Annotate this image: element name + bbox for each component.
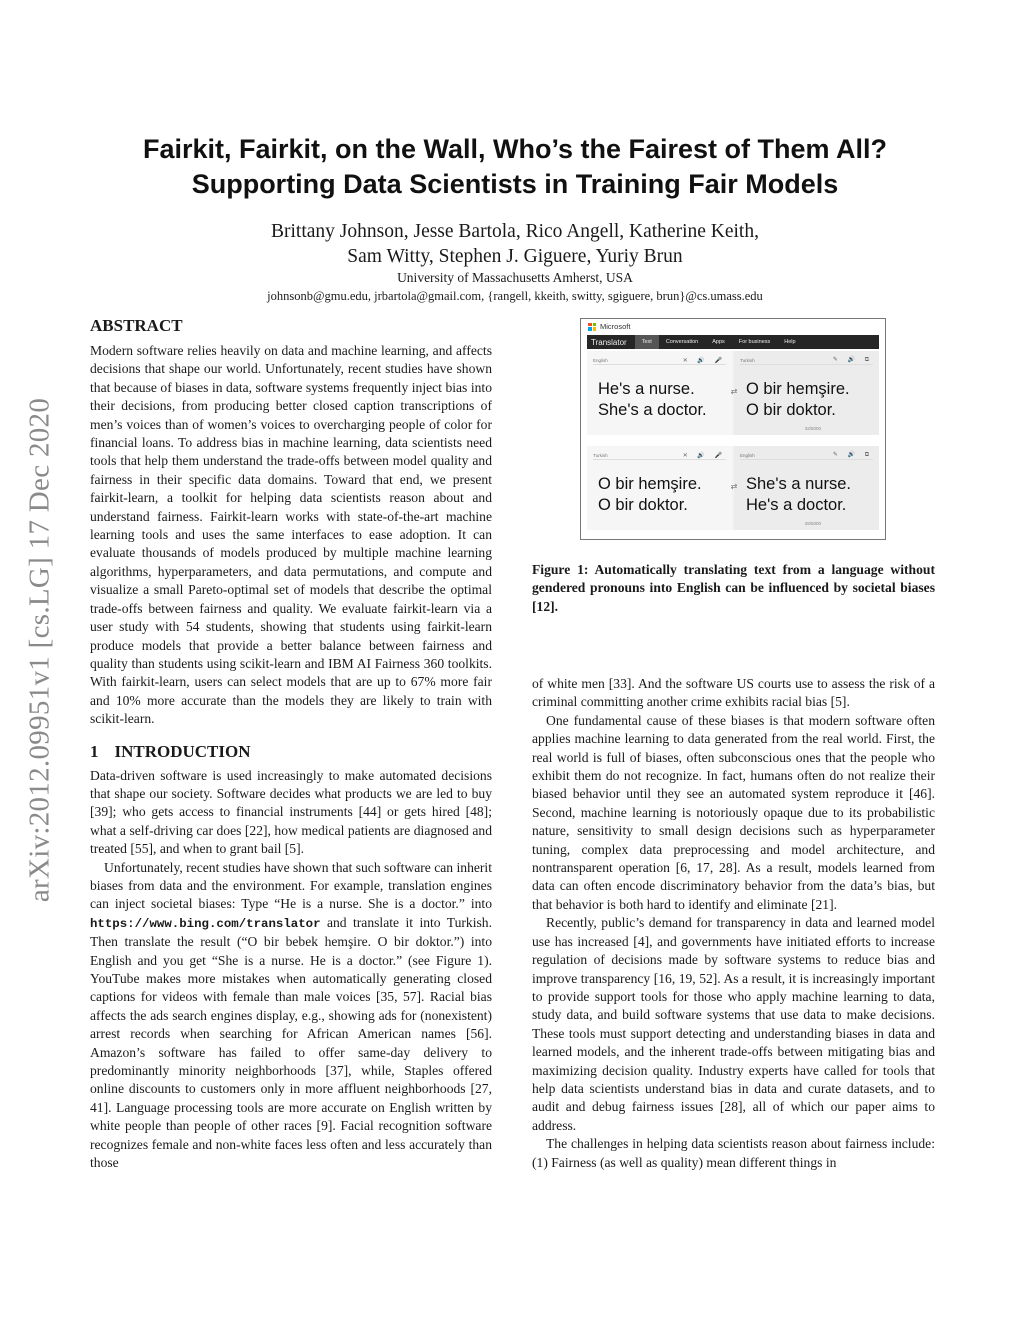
arxiv-stamp (18, 355, 62, 945)
target-pane-bottom (734, 446, 879, 530)
nav-for-business[interactable]: For business (738, 339, 771, 345)
source-text-top[interactable] (598, 379, 707, 420)
paper-title (80, 132, 950, 202)
source-language-select[interactable]: English (593, 357, 608, 363)
swap-languages-icon[interactable]: ⇄ (730, 482, 738, 491)
source-language-select[interactable]: Turkish (593, 452, 608, 458)
intro-p2-part-a: Unfortunately, recent studies have shown that such software can inherit biases from data and the environment. For example, translation engines can inject societal biases: Type “He is a nurse. She is a doctor.” into (90, 859, 492, 912)
translator-nav (587, 335, 879, 349)
char-counter: 28/5000 (804, 521, 821, 526)
source-line-1: O bir hemşire. (598, 475, 702, 493)
title-line-1: Fairkit, Fairkit, on the Wall, Who’s the Fairest of Them All? (142, 134, 888, 164)
authors-line-2: Sam Witty, Stephen J. Giguere, Yuriy Brun (347, 246, 683, 267)
target-line-2: He's a doctor. (746, 495, 847, 514)
authors-line-1: Brittany Johnson, Jesse Bartola, Rico Angell, Katherine Keith, (271, 221, 759, 242)
microsoft-logo-icon (588, 323, 596, 331)
target-text-top (746, 379, 850, 420)
abstract-heading: ABSTRACT (90, 316, 183, 335)
author-emails: johnsonb@gmu.edu, jrbartola@gmail.com, {rangell, kkeith, switty, sgiguere, brun}@cs.umass.edu (267, 289, 763, 303)
intro-paragraph-2 (90, 859, 492, 1173)
source-text-bottom[interactable] (598, 474, 702, 515)
translation-panel-top (587, 351, 879, 435)
intro-paragraph-1: Data-driven software is used increasingly to make automated decisions that shape our society. Software decides what products we are led to buy [39]; who gets access to financial instruments [44] or gets hired [48]; what a self-driving car does [22], how medical patients are diagnosed and treated [55], and when to grant bail [5]. (90, 767, 492, 857)
microsoft-header (581, 319, 885, 334)
abstract-text: Modern software relies heavily on data and machine learning, and affects decisions that shape our world. Unfortunately, recent studies have shown that because of biases in data, software systems frequently inject bias into their decisions, from producing better closed caption transcriptions of men’s voices than of women’s voices to overcharging people of color for financial loans. To address bias in machine learning, data scientists need tools that help them understand the trade-offs between model quality and fairness in their specific data domains. Toward that end, we present fairkit-learn, a toolkit for helping data scientists reason about and understand fairness. Fairkit-learn works with state-of-the-art machine learning tools and uses the same interfaces to ease adoption. It can evaluate thousands of models produced by multiple machine learning algorithms, hyperparameters, and data permutations, and compute and visualize a small Pareto-optimal set of models that describe the optimal trade-offs between fairness and quality. We evaluate fairkit-learn via a user study with 54 students, showing that students using fairkit-learn produce models that provide a better balance between fairness and quality than students using scikit-learn and IBM AI Fairness 360 toolkits. With fairkit-learn, users can select models that are up to 67% more fair and 10% more accurate than the models they are likely to train with scikit-learn. (90, 343, 492, 727)
figure-caption: Figure 1: Automatically translating text from a language without gendered pronouns into English can be influenced by societal biases [12]. (532, 562, 935, 614)
logo-yellow-square (593, 327, 597, 331)
target-controls-icon[interactable]: ✎ 🔊 ⧉ (832, 452, 873, 458)
intro-p2-part-b: and translate it into Turkish. Then translate the result (“O bir bebek hemşire. O bir doktor.”) into English and you get “She is a nurse. He is a doctor.” (see Figure 1). YouTube makes more mistakes when automatically generating closed captions for videos with female than male voices [35, 57]. Racial bias affects the ads search engines display, e.g., showing ads for (nonexistent) arrest records when searching for African American names [56]. Amazon’s software has failed to offer same-day delivery to predominantly minority neighborhoods [37], while, Staples offered online discounts to customers only in more affluent neighborhoods [27, 41]. Language processing tools are more accurate on English written by white people than people of other races [9]. Facial recognition software recognizes female and non-white faces less often and less accurately than those (90, 914, 492, 1171)
arxiv-stamp-text: arXiv:2012.09951v1 [cs.LG] 17 Dec 2020 (23, 397, 56, 903)
nav-text-tab[interactable]: Text (635, 335, 659, 349)
intro-paragraph-6: The challenges in helping data scientists reason about fairness include: (1) Fairness (as well as quality) mean different things in (532, 1136, 935, 1170)
source-pane-top (587, 351, 732, 435)
logo-blue-square (588, 327, 592, 331)
source-line-2: O bir doktor. (598, 495, 688, 514)
target-line-2: O bir doktor. (746, 400, 836, 419)
section-number: 1 (90, 741, 99, 761)
intro-paragraph-4: One fundamental cause of these biases is that modern software often applies machine learning to data generated from the real world. First, the real world is full of biases, often subconscious ones that the people who exhibit them do not recognize. In fact, humans often do not realize their biased behavior until they see an automated system reproduce it [46]. Second, machine learning is notoriously opaque due to its probabilistic nature, sensitivity to small design decisions such as hyperparameter tuning, complex data preprocessing and model architecture, and nontransparent operation [6, 17, 28]. As a result, models learned from data can often encode discriminatory behavior from the data’s bias, but that behavior is both hard to identify and eliminate [21]. (532, 712, 935, 912)
authors (80, 219, 950, 269)
source-line-1: He's a nurse. (598, 380, 695, 398)
source-controls-icon[interactable]: ✕ 🔊 🎤 (682, 452, 726, 459)
target-line-1: She's a nurse. (746, 475, 851, 493)
target-controls-icon[interactable]: ✎ 🔊 ⧉ (832, 357, 873, 363)
logo-green-square (593, 323, 597, 327)
nav-translator[interactable]: Translator (591, 337, 627, 347)
figure-translator-screenshot (580, 318, 886, 540)
swap-languages-icon[interactable]: ⇄ (730, 387, 738, 396)
target-language-select[interactable]: Turkish (740, 357, 755, 363)
target-text-bottom (746, 474, 851, 515)
nav-apps[interactable]: Apps (712, 339, 725, 345)
target-line-1: O bir hemşire. (746, 380, 850, 398)
char-counter: 32/5000 (804, 426, 821, 431)
intro-paragraph-3: of white men [33]. And the software US courts use to assess the risk of a criminal committing another crime exhibits racial bias [5]. (532, 676, 935, 710)
right-column (532, 675, 935, 1172)
left-column (90, 342, 492, 1172)
nav-conversation[interactable]: Conversation (665, 339, 699, 345)
microsoft-label: Microsoft (600, 322, 631, 331)
bing-translator-link[interactable]: https://www.bing.com/translator (90, 916, 321, 931)
affiliation: University of Massachusetts Amherst, USA (397, 270, 633, 285)
translation-panel-bottom (587, 446, 879, 530)
section-title: INTRODUCTION (114, 741, 251, 761)
source-line-2: She's a doctor. (598, 400, 707, 419)
target-pane-top (734, 351, 879, 435)
source-controls-icon[interactable]: ✕ 🔊 🎤 (682, 357, 726, 364)
nav-help[interactable]: Help (784, 339, 796, 345)
intro-paragraph-5: Recently, public’s demand for transparency in data and learned model use has increased [4], and governments have initiated efforts to increase regulation of decisions made by software systems to reduce bias and improve transparency [16, 19, 52]. As a result, it is increasingly important to provide support tools for those who apply machine learning to data, study data, and build software systems that use data to make decisions. These tools must support detecting and understanding biases in data and learned models, and the inherent trade-offs between mitigating bias and maximizing decision quality. Industry experts have called for tools that help data scientists understand bias in data and curate datasets, and to audit and debug fairness issues [28], all of which our paper aims to address. (532, 915, 935, 1133)
logo-red-square (588, 323, 592, 327)
title-line-2: Supporting Data Scientists in Training Fair Models (191, 169, 839, 199)
intro-heading (90, 741, 492, 763)
target-language-select[interactable]: English (740, 452, 755, 458)
source-pane-bottom (587, 446, 732, 530)
